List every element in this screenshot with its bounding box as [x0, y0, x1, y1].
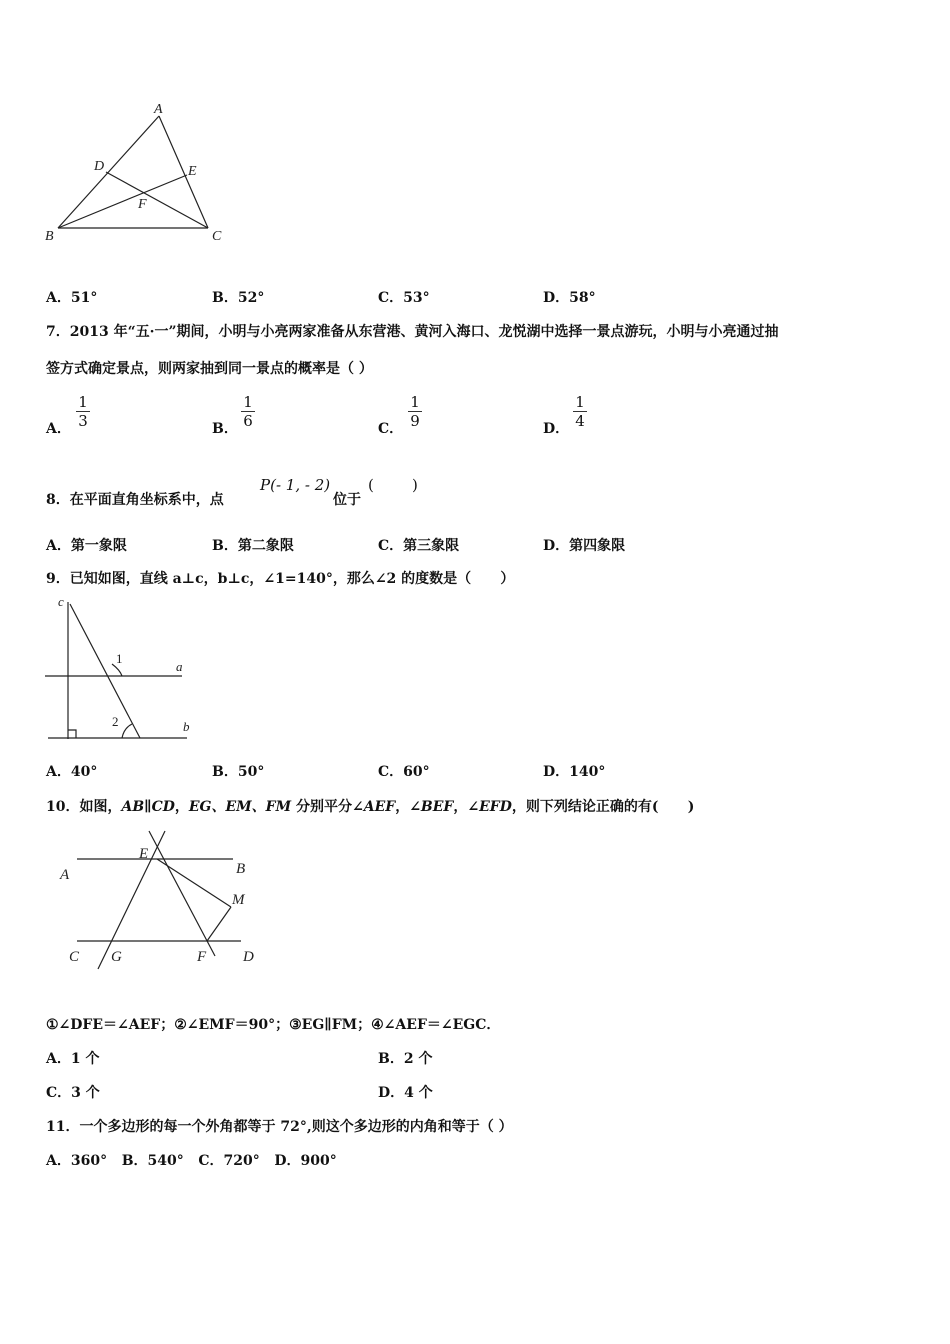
- q9-option-b[interactable]: B．50°: [212, 764, 265, 780]
- label-f: F: [197, 949, 207, 965]
- q9-option-a[interactable]: A．40°: [46, 764, 98, 780]
- label-d: D: [243, 949, 254, 965]
- label-c: C: [212, 229, 222, 244]
- q8-option-d[interactable]: D．第四象限: [543, 538, 626, 554]
- perpendicular-lines-figure: [40, 592, 210, 752]
- q10-stem: 10．如图，AB∥CD，EG、EM、FM 分别平分∠AEF，∠BEF，∠EFD，则下列结论正确的有( ): [46, 799, 695, 815]
- q9-stem: 9．已知如图，直线 a⊥c，b⊥c，∠1=140°，那么∠2 的度数是（ ）: [46, 571, 515, 587]
- q8-point: P(- 1, - 2): [260, 476, 331, 494]
- segment-be: [58, 175, 187, 228]
- label-g: G: [111, 949, 122, 965]
- q8-stem-prefix: 8．在平面直角坐标系中，点: [46, 492, 224, 508]
- q7-stem-line1: 7．2013 年“五·一”期间，小明与小亮两家准备从东营港、黄河入海口、龙悦湖中选择一景点游玩，小明与小亮通过抽: [46, 324, 779, 340]
- q8-option-b[interactable]: B．第二象限: [212, 538, 294, 554]
- label-2: 2: [112, 714, 119, 729]
- q11-options[interactable]: A．360° B．540° C．720° D．900°: [46, 1153, 337, 1169]
- q7-option-c-fraction[interactable]: 1 9: [407, 394, 423, 429]
- segment-cd: [106, 172, 208, 228]
- q8-option-c[interactable]: C．第三象限: [378, 538, 460, 554]
- label-d: D: [94, 159, 105, 174]
- q7-option-b-fraction[interactable]: 1 6: [240, 394, 256, 429]
- q10-option-c[interactable]: C．3 个: [46, 1085, 100, 1101]
- label-e: E: [139, 846, 149, 862]
- q9-option-c[interactable]: C．60°: [378, 764, 430, 780]
- q6-option-b[interactable]: B．52°: [212, 290, 265, 306]
- label-a: A: [60, 867, 70, 883]
- q8-stem-suffix: 位于: [333, 492, 361, 508]
- q8-option-a[interactable]: A．第一象限: [46, 538, 127, 554]
- q7-option-d-fraction[interactable]: 1 4: [572, 394, 588, 429]
- label-b: B: [45, 229, 54, 244]
- line-eg: [98, 831, 165, 969]
- q7-option-d-letter[interactable]: D．: [543, 421, 570, 437]
- q7-option-a-letter[interactable]: A．: [46, 421, 71, 437]
- q7-option-a-fraction[interactable]: 1 3: [75, 394, 91, 429]
- label-a: a: [176, 659, 183, 674]
- q10-option-b[interactable]: B．2 个: [378, 1051, 433, 1067]
- label-c: c: [58, 594, 64, 609]
- label-b: B: [236, 861, 246, 877]
- q7-option-b-letter[interactable]: B．: [212, 421, 238, 437]
- q7-option-c-letter[interactable]: C．: [378, 421, 404, 437]
- q6-option-a[interactable]: A．51°: [46, 290, 98, 306]
- q10-conclusions: ①∠DFE＝∠AEF；②∠EMF＝90°；③EG∥FM；④∠AEF＝∠EGC．: [46, 1017, 501, 1033]
- transversal: [70, 604, 140, 738]
- label-e: E: [188, 164, 197, 179]
- label-1: 1: [116, 651, 123, 666]
- q11-stem: 11．一个多边形的每一个外角都等于 72°,则这个多边形的内角和等于（ ）: [46, 1119, 513, 1135]
- q10-option-d[interactable]: D．4 个: [378, 1085, 433, 1101]
- q6-option-d[interactable]: D．58°: [543, 290, 596, 306]
- triangle-figure: [40, 100, 240, 250]
- line-ef: [149, 831, 215, 956]
- label-b: b: [183, 719, 190, 734]
- label-c: C: [69, 949, 80, 965]
- q9-option-d[interactable]: D．140°: [543, 764, 606, 780]
- label-a: A: [154, 102, 163, 117]
- q7-stem-line2: 签方式确定景点，则两家抽到同一景点的概率是（ ）: [46, 361, 373, 377]
- q6-option-c[interactable]: C．53°: [378, 290, 430, 306]
- segment-em: [157, 859, 231, 907]
- label-m: M: [232, 892, 245, 908]
- parallel-lines-figure: [55, 828, 275, 978]
- q8-paren: ( ): [368, 476, 418, 494]
- q10-option-a[interactable]: A．1 个: [46, 1051, 100, 1067]
- right-angle-mark: [68, 730, 76, 738]
- segment-ac: [159, 116, 208, 228]
- segment-fm: [207, 907, 231, 941]
- label-f: F: [138, 197, 147, 212]
- angle-2-arc: [122, 724, 132, 738]
